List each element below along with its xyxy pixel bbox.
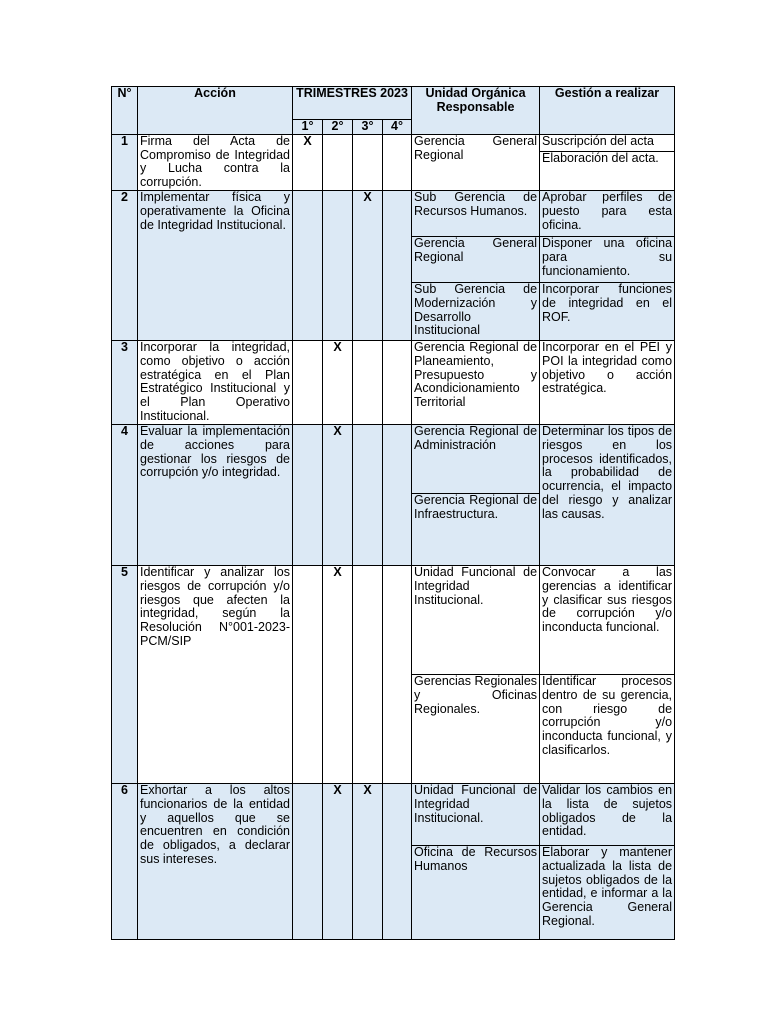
task-cell: Identificar procesos dentro de su gerencia, con riesgo de corrupción y/o inconducta funcional, y clasificarlos. bbox=[540, 674, 675, 783]
action-cell: Exhortar a los altos funcionarios de la entidad y aquellos que se encuentren en condición de obligados, a declarar sus intereses. bbox=[138, 783, 293, 939]
responsible-unit: Sub Gerencia de Modernización y Desarrollo Institucional bbox=[412, 282, 540, 340]
task-cell: Incorporar en el PEI y POI la integridad como objetivo o acción estratégica. bbox=[540, 340, 675, 424]
row-number: 3 bbox=[112, 340, 138, 424]
table-row bbox=[112, 340, 675, 424]
responsible-unit: Gerencia General Regional bbox=[412, 236, 540, 282]
action-cell: Firma del Acta de Compromiso de Integridad y Lucha contra la corrupción. bbox=[138, 134, 293, 190]
quarter-4-header: 4° bbox=[383, 120, 412, 135]
responsible-unit: Gerencia Regional de Infraestructura. bbox=[412, 493, 540, 565]
quarter-mark bbox=[383, 565, 412, 783]
header-unidad: Unidad Orgánica Responsable bbox=[412, 87, 540, 135]
quarter-mark bbox=[353, 134, 383, 190]
action-cell: Implementar física y operativamente la Oficina de Integridad Institucional. bbox=[138, 190, 293, 340]
responsible-unit: Oficina de Recursos Humanos bbox=[412, 845, 540, 939]
quarter-mark bbox=[353, 340, 383, 424]
quarter-mark bbox=[383, 134, 412, 190]
quarter-mark: X bbox=[293, 134, 323, 190]
task-cell: Validar los cambios en la lista de sujetos obligados de la entidad. bbox=[540, 783, 675, 845]
responsible-unit: Gerencia Regional de Planeamiento, Presupuesto y Acondicionamiento Territorial bbox=[412, 340, 540, 424]
quarter-mark: X bbox=[323, 340, 353, 424]
task-cell: Suscripción del acta bbox=[540, 134, 675, 151]
quarter-mark: X bbox=[323, 424, 353, 565]
task-cell: Convocar a las gerencias a identificar y clasificar sus riesgos de corrupción y/o inconducta funcional. bbox=[540, 565, 675, 674]
quarter-mark bbox=[293, 190, 323, 340]
table-row bbox=[112, 424, 675, 493]
responsible-unit: Gerencia General Regional bbox=[412, 134, 540, 190]
action-plan-table bbox=[111, 86, 675, 940]
responsible-unit: Gerencias Regionales y Oficinas Regionales. bbox=[412, 674, 540, 783]
header-gestion: Gestión a realizar bbox=[540, 87, 675, 135]
quarter-mark bbox=[323, 190, 353, 340]
row-number: 2 bbox=[112, 190, 138, 340]
action-cell: Evaluar la implementación de acciones para gestionar los riesgos de corrupción y/o integridad. bbox=[138, 424, 293, 565]
quarter-mark bbox=[383, 190, 412, 340]
quarter-mark bbox=[293, 565, 323, 783]
task-cell: Disponer una oficina para su funcionamiento. bbox=[540, 236, 675, 282]
quarter-mark bbox=[383, 340, 412, 424]
header-num: N° bbox=[112, 87, 138, 135]
table-row bbox=[112, 190, 675, 236]
quarter-mark bbox=[293, 783, 323, 939]
table-row bbox=[112, 565, 675, 674]
responsible-unit: Gerencia Regional de Administración bbox=[412, 424, 540, 493]
quarter-mark: X bbox=[353, 190, 383, 340]
quarter-1-header: 1° bbox=[293, 120, 323, 135]
header-trimestres: TRIMESTRES 2023 bbox=[293, 87, 412, 120]
row-number: 6 bbox=[112, 783, 138, 939]
quarter-mark: X bbox=[353, 783, 383, 939]
responsible-unit: Unidad Funcional de Integridad Institucional. bbox=[412, 565, 540, 674]
quarter-mark: X bbox=[323, 783, 353, 939]
row-number: 1 bbox=[112, 134, 138, 190]
quarter-3-header: 3° bbox=[353, 120, 383, 135]
quarter-mark bbox=[293, 424, 323, 565]
row-number: 5 bbox=[112, 565, 138, 783]
header-accion: Acción bbox=[138, 87, 293, 135]
action-cell: Identificar y analizar los riesgos de corrupción y/o riesgos que afecten la integridad, según la Resolución N°001-2023-PCM/SIP bbox=[138, 565, 293, 783]
quarter-mark bbox=[293, 340, 323, 424]
quarter-mark bbox=[383, 424, 412, 565]
quarter-mark bbox=[353, 565, 383, 783]
task-cell: Elaborar y mantener actualizada la lista de sujetos obligados de la entidad, e informar a la Gerencia General Regional. bbox=[540, 845, 675, 939]
responsible-unit: Unidad Funcional de Integridad Institucional. bbox=[412, 783, 540, 845]
table-row bbox=[112, 134, 675, 151]
action-cell: Incorporar la integridad, como objetivo o acción estratégica en el Plan Estratégico Institucional y el Plan Operativo Institucional. bbox=[138, 340, 293, 424]
responsible-unit: Sub Gerencia de Recursos Humanos. bbox=[412, 190, 540, 236]
quarter-mark: X bbox=[323, 565, 353, 783]
quarter-2-header: 2° bbox=[323, 120, 353, 135]
quarter-mark bbox=[323, 134, 353, 190]
row-number: 4 bbox=[112, 424, 138, 565]
task-cell: Aprobar perfiles de puesto para esta oficina. bbox=[540, 190, 675, 236]
table-row bbox=[112, 783, 675, 845]
task-cell: Incorporar funciones de integridad en el ROF. bbox=[540, 282, 675, 340]
task-cell: Determinar los tipos de riesgos en los procesos identificados, la probabilidad de ocurrencia, el impacto del riesgo y analizar las causas. bbox=[540, 424, 675, 565]
task-cell: Elaboración del acta. bbox=[540, 151, 675, 190]
quarter-mark bbox=[383, 783, 412, 939]
quarter-mark bbox=[353, 424, 383, 565]
